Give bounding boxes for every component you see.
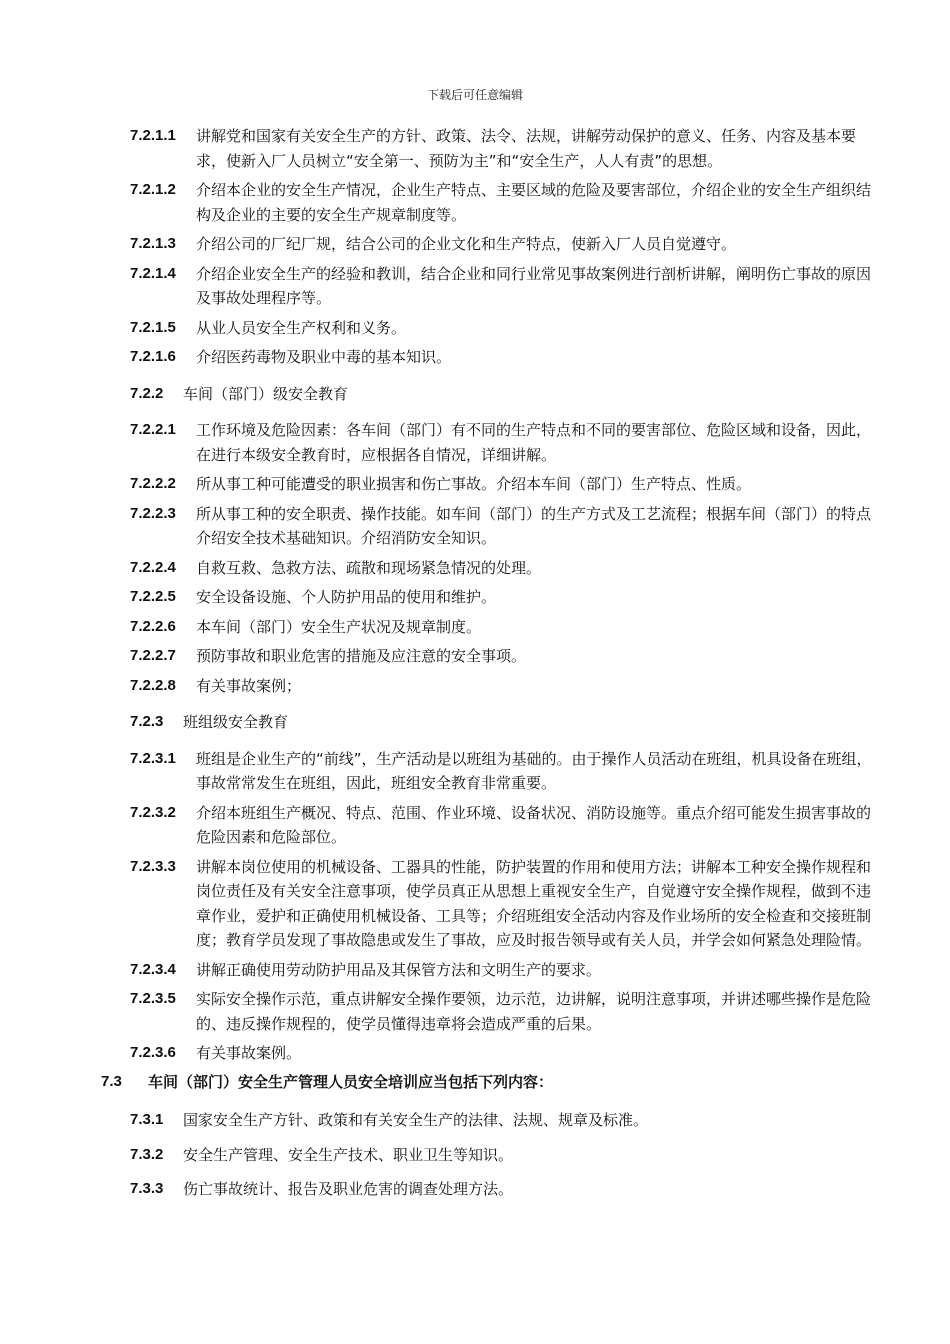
clause-text: 国家安全生产方针、政策和有关安全生产的法律、法规、规章及标准。	[183, 1111, 649, 1129]
section-7-3	[0, 1070, 950, 1095]
section-title: 车间（部门）级安全教育	[183, 384, 349, 403]
clause-7-2-1-2	[0, 178, 950, 227]
section-title: 班组级安全教育	[183, 713, 289, 731]
clause-text: 自救互救、急救方法、疏散和现场紧急情况的处理。	[196, 558, 542, 577]
clause-number: 7.2.1.2	[130, 181, 176, 198]
clause-number: 7.2.2.4	[130, 558, 176, 576]
clause-number: 7.2.2.8	[130, 676, 176, 694]
clause-7-3-3	[0, 1177, 950, 1202]
clause-text: 班组是企业生产的“前线”，生产活动是以班组为基础的。由于操作人员活动在班组，机具设备在班组，事故常常发生在班组，因此，班组安全教育非常重要。	[196, 749, 872, 792]
clause-text: 本车间（部门）安全生产状况及规章制度。	[196, 617, 482, 636]
clause-7-2-2-3	[0, 502, 950, 551]
clause-7-2-3-4	[0, 958, 950, 983]
clause-number: 7.2.2.1	[130, 421, 176, 438]
clause-number: 7.2.1.4	[130, 264, 176, 282]
clause-number: 7.2.1.6	[130, 348, 176, 365]
clause-7-2-2-4	[0, 556, 950, 581]
clause-number: 7.2.2.5	[130, 588, 176, 605]
clause-text: 介绍本企业的安全生产情况，企业生产特点、主要区域的危险及要害部位，介绍企业的安全生产组织结构及企业的主要的安全生产规章制度等。	[196, 181, 872, 224]
clause-number: 7.2.2.2	[130, 475, 176, 492]
section-7-2-3	[0, 710, 950, 735]
clause-7-3-1	[0, 1108, 950, 1133]
clause-text: 介绍医药毒物及职业中毒的基本知识。	[196, 348, 452, 366]
clause-text: 所从事工种可能遭受的职业损害和伤亡事故。介绍本车间（部门）生产特点、性质。	[196, 475, 752, 493]
clause-7-2-3-5	[0, 987, 950, 1036]
clause-number: 7.3.2	[130, 1145, 164, 1163]
clause-text: 介绍公司的厂纪厂规，结合公司的企业文化和生产特点，使新入厂人员自觉遵守。	[196, 235, 737, 253]
clause-number: 7.3.1	[130, 1111, 164, 1128]
clause-number: 7.2.3.2	[130, 803, 176, 821]
section-title: 车间（部门）安全生产管理人员安全培训应当包括下列内容：	[148, 1072, 554, 1091]
section-7-2-2	[0, 382, 950, 407]
clause-text: 介绍本班组生产概况、特点、范围、作业环境、设备状况、消防设施等。重点介绍可能发生损害事故的危险因素和危险部位。	[196, 803, 872, 846]
clause-number: 7.2.3.1	[130, 749, 176, 767]
page-header: 下载后可任意编辑	[426, 88, 523, 102]
section-number: 7.3	[101, 1072, 122, 1090]
clause-number: 7.2.1.3	[130, 235, 176, 252]
clause-text: 预防事故和职业危害的措施及应注意的安全事项。	[196, 647, 527, 665]
clause-7-2-1-1	[0, 124, 950, 173]
clause-7-2-3-6	[0, 1041, 950, 1066]
clause-number: 7.2.2.6	[130, 617, 176, 635]
clause-text: 工作环境及危险因素：各车间（部门）有不同的生产特点和不同的要害部位、危险区域和设备，因此，在进行本级安全教育时，应根据各自情况，详细讲解。	[196, 421, 872, 464]
clause-7-2-3-3	[0, 855, 950, 953]
clause-7-2-2-1	[0, 418, 950, 467]
document-body	[0, 124, 950, 1202]
clause-text: 安全设备设施、个人防护用品的使用和维护。	[196, 588, 497, 606]
clause-text: 从业人员安全生产权利和义务。	[196, 318, 407, 337]
clause-7-2-2-5	[0, 585, 950, 610]
clause-number: 7.2.3.4	[130, 960, 176, 978]
clause-text: 安全生产管理、安全生产技术、职业卫生等知识。	[183, 1145, 514, 1164]
clause-7-2-1-6	[0, 345, 950, 370]
clause-7-2-1-4	[0, 262, 950, 311]
clause-number: 7.2.2.7	[130, 647, 176, 664]
clause-number: 7.2.1.5	[130, 318, 176, 336]
clause-7-2-2-7	[0, 644, 950, 669]
clause-number: 7.3.3	[130, 1180, 164, 1197]
section-number: 7.2.2	[130, 384, 164, 402]
clause-text: 实际安全操作示范，重点讲解安全操作要领，边示范，边讲解，说明注意事项，并讲述哪些操作是危险的、违反操作规程的，使学员懂得违章将会造成严重的后果。	[196, 990, 872, 1033]
clause-number: 7.2.1.1	[130, 127, 176, 144]
clause-number: 7.2.3.5	[130, 990, 176, 1007]
clause-text: 讲解本岗位使用的机械设备、工器具的性能，防护装置的作用和使用方法；讲解本工种安全操作规程和岗位责任及有关安全注意事项，使学员真正从思想上重视安全生产，自觉遵守安全操作规程，做到不违章作业，爱护和正确使用机械设备、工具等；介绍班组安全活动内容及作业场所的安全检查和交接班制度；教育学员发现了事故隐患或发生了事故，应及时报告领导或有关人员，并学会如何紧急处理险情。	[196, 857, 872, 949]
clause-text: 介绍企业安全生产的经验和教训，结合企业和同行业常见事故案例进行剖析讲解，阐明伤亡事故的原因及事故处理程序等。	[196, 264, 872, 307]
clause-7-2-2-6	[0, 615, 950, 640]
clause-7-2-3-1	[0, 747, 950, 796]
clause-text: 讲解正确使用劳动防护用品及其保管方法和文明生产的要求。	[196, 960, 602, 979]
clause-7-3-2	[0, 1143, 950, 1168]
section-number: 7.2.3	[130, 713, 164, 730]
clause-text: 有关事故案例；	[196, 676, 302, 695]
clause-number: 7.2.3.6	[130, 1044, 176, 1061]
clause-text: 伤亡事故统计、报告及职业危害的调查处理方法。	[183, 1180, 514, 1198]
clause-text: 所从事工种的安全职责、操作技能。如车间（部门）的生产方式及工艺流程；根据车间（部门）的特点介绍安全技术基础知识。介绍消防安全知识。	[196, 504, 872, 547]
clause-7-2-1-5	[0, 316, 950, 341]
clause-number: 7.2.3.3	[130, 857, 176, 875]
clause-text: 有关事故案例。	[196, 1044, 302, 1062]
clause-7-2-1-3	[0, 232, 950, 257]
clause-7-2-2-2	[0, 472, 950, 497]
clause-7-2-2-8	[0, 674, 950, 699]
clause-number: 7.2.2.3	[130, 504, 176, 522]
clause-text: 讲解党和国家有关安全生产的方针、政策、法令、法规，讲解劳动保护的意义、任务、内容及基本要求，使新入厂人员树立“安全第一、预防为主”和“安全生产，人人有责”的思想。	[196, 127, 857, 170]
clause-7-2-3-2	[0, 801, 950, 850]
